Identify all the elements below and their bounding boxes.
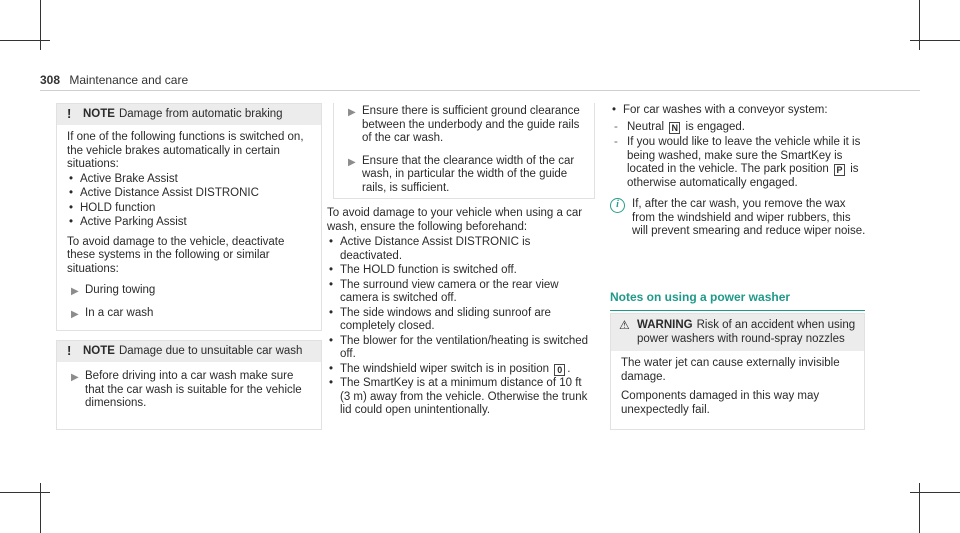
car-wash-checklist — [327, 207, 595, 418]
warning-title: Risk of an accident when using power washers with round-spray nozzles — [637, 319, 856, 345]
crop-mark — [919, 0, 920, 50]
park-key: P — [834, 164, 845, 176]
info-icon-wrap — [610, 198, 632, 239]
arrow-icon: ▶ — [71, 308, 79, 320]
leave-post-text: is otherwise automatically engaged. — [627, 163, 859, 189]
note-label: NOTE — [83, 108, 115, 120]
step-text: In a car wash — [85, 306, 154, 319]
warning-triangle-icon: ⚠ — [619, 318, 630, 332]
page-number: 308 — [40, 73, 61, 87]
neutral-key: N — [669, 122, 680, 134]
step-item — [67, 307, 311, 322]
note-title: Damage from automatic braking — [118, 108, 283, 120]
note-avoid: To avoid damage to the vehicle, deactivate these systems in the following or similar situations: — [67, 235, 285, 275]
leave-text: If you would like to leave the vehicle while it is being washed, make sure the SmartKey is located in the vehicle. The park position — [627, 136, 861, 175]
crop-mark — [910, 492, 960, 493]
sublist-item — [610, 136, 868, 190]
step-text: Ensure that the clearance width of the car wash, in particular the width of the guide rails, is sufficient. — [362, 154, 575, 194]
list-item: • Active Parking Assist — [67, 216, 311, 230]
note-header — [57, 104, 321, 125]
crop-mark — [40, 483, 41, 533]
conveyor-section — [610, 103, 868, 239]
list-item — [610, 104, 868, 190]
crop-mark — [0, 40, 50, 41]
exclamation-icon: ! — [67, 343, 72, 358]
conveyor-list — [610, 104, 868, 190]
list-item: • Active Brake Assist — [67, 173, 311, 187]
crop-mark — [919, 483, 920, 533]
wiper-position-key: 0 — [554, 364, 565, 376]
step-text: Ensure there is sufficient ground clearance between the underbody and the guide rails of the car wash. — [362, 105, 580, 144]
conveyor-sublist — [610, 121, 868, 191]
exclamation-icon: ! — [67, 106, 72, 121]
section-title: Maintenance and care — [69, 73, 189, 87]
list-item: • Active Distance Assist DISTRONIC — [67, 187, 311, 201]
info-icon: i — [610, 198, 625, 213]
warning-header — [611, 314, 864, 351]
warning-power-washer — [610, 313, 865, 430]
neutral-post-text: is engaged. — [685, 120, 745, 133]
step-item — [67, 370, 311, 411]
info-text: If, after the car wash, you remove the wax from the windshield and wiper rubbers, this will prevent smearing and reduce wiper noise. — [632, 198, 866, 237]
warning-paragraph: Components damaged in this way may unexpectedly fail. — [621, 390, 820, 416]
info-note — [610, 198, 868, 239]
arrow-icon: ▶ — [71, 372, 79, 383]
list-item: • The side windows and sliding sunroof are completely closed. — [327, 307, 595, 334]
step-item — [344, 155, 584, 196]
note-label: NOTE — [83, 345, 115, 357]
warning-paragraph: The water jet can cause externally invisible damage. — [621, 357, 840, 383]
arrow-icon: ▶ — [71, 286, 79, 297]
note-continuation — [333, 103, 595, 199]
list-item: • The windshield wiper switch is in position 0 . — [327, 363, 595, 377]
header-divider — [40, 90, 920, 91]
warning-label: WARNING — [637, 319, 693, 331]
checklist — [327, 236, 595, 418]
list-item: • Active Distance Assist DISTRONIC is deactivated. — [327, 236, 595, 263]
note-body — [57, 125, 321, 329]
conveyor-text: For car washes with a conveyor system: — [623, 104, 828, 116]
crop-mark — [910, 40, 960, 41]
note-title: Damage due to unsuitable car wash — [118, 345, 303, 357]
step-text: During towing — [85, 284, 156, 296]
page-header — [40, 73, 188, 87]
step-item — [67, 284, 311, 299]
note-unsuitable-car-wash — [56, 340, 322, 430]
list-item: • The surround view camera or the rear view camera is switched off. — [327, 279, 595, 306]
note-intro: If one of the following functions is switched on, the vehicle brakes automatically in certain situations: — [67, 131, 304, 170]
function-list — [67, 173, 311, 230]
list-item: • The blower for the ventilation/heating is switched off. — [327, 335, 595, 362]
step-text: Before driving into a car wash make sure that the car wash is suitable for the vehicle dimensions. — [85, 370, 302, 409]
note-body — [57, 362, 321, 419]
list-item: • The SmartKey is at a minimum distance of 10 ft (3 m) away from the vehicle. Otherwise the trunk lid could open unintentionally. — [327, 377, 595, 418]
sublist-item — [610, 121, 868, 135]
note-automatic-braking — [56, 103, 322, 331]
neutral-text: Neutral — [627, 120, 665, 133]
arrow-icon: ▶ — [348, 107, 356, 118]
crop-mark — [0, 492, 50, 493]
crop-mark — [40, 0, 41, 50]
step-item — [344, 105, 584, 146]
section-heading: Notes on using a power washer — [610, 290, 865, 311]
warning-body — [611, 351, 864, 425]
checklist-intro: To avoid damage to your vehicle when using a car wash, ensure the following beforehand: — [327, 207, 583, 233]
list-item: • HOLD function — [67, 202, 311, 216]
list-item: • The HOLD function is switched off. — [327, 264, 595, 278]
wiper-text: The windshield wiper switch is in position — [340, 362, 550, 375]
arrow-icon: ▶ — [348, 156, 356, 168]
note-body — [334, 103, 594, 203]
note-header — [57, 341, 321, 362]
